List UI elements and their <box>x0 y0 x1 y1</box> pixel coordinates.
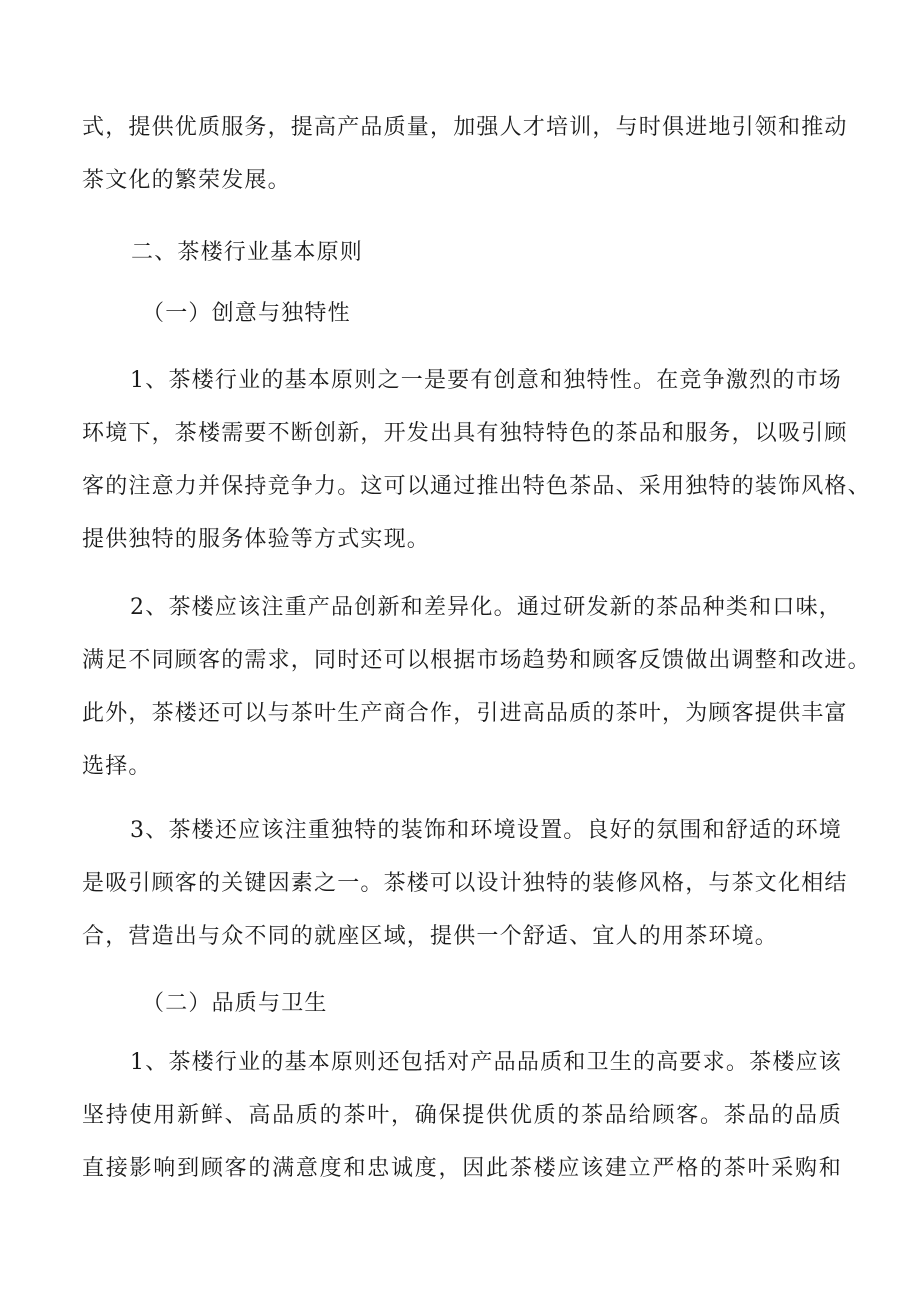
paragraph-1-3 <box>82 804 848 963</box>
text-line: 直接影响到顾客的满意度和忠诚度，因此茶楼应该建立严格的茶叶采购和 <box>82 1156 842 1181</box>
text-line: 客的注意力并保持竞争力。这可以通过推出特色茶品、采用独特的装饰风格、 <box>82 474 871 499</box>
text-line: 1、茶楼行业的基本原则还包括对产品品质和卫生的高要求。茶楼应该 <box>130 1050 842 1075</box>
text-line: 满足不同顾客的需求，同时还可以根据市场趋势和顾客反馈做出调整和改进。 <box>82 648 871 673</box>
text-line: 1、茶楼行业的基本原则之一是要有创意和独特性。在竞争激烈的市场 <box>130 368 842 393</box>
text-line: 合，营造出与众不同的就座区域，提供一个舒适、宜人的用茶环境。 <box>82 924 779 949</box>
paragraph-2-1 <box>82 1036 842 1195</box>
section-title: 二、茶楼行业基本原则 <box>131 240 364 265</box>
text-line: 茶文化的繁荣发展。 <box>82 168 291 193</box>
text-line: 坚持使用新鲜、高品质的茶叶，确保提供优质的茶品给顾客。茶品的品质 <box>82 1103 842 1128</box>
text-line: 环境下，茶楼需要不断创新，开发出具有独特特色的茶品和服务，以吸引顾 <box>82 421 848 446</box>
paragraph-1-1 <box>82 354 871 566</box>
text-line: 是吸引顾客的关键因素之一。茶楼可以设计独特的装修风格，与茶文化相结 <box>82 871 848 896</box>
text-line: 提供独特的服务体验等方式实现。 <box>82 527 431 552</box>
subsection-title-2: （二）品质与卫生 <box>142 991 328 1016</box>
paragraph-intro-continuation <box>82 101 848 207</box>
subsection-title-1: （一）创意与独特性 <box>142 301 351 326</box>
text-line: 式，提供优质服务，提高产品质量，加强人才培训，与时俱进地引领和推动 <box>82 115 848 140</box>
text-line: 3、茶楼还应该注重独特的装饰和环境设置。良好的氛围和舒适的环境 <box>130 818 842 843</box>
text-line: 此外，茶楼还可以与茶叶生产商合作，引进高品质的茶叶，为顾客提供丰富 <box>82 701 848 726</box>
text-line: 2、茶楼应该注重产品创新和差异化。通过研发新的茶品种类和口味， <box>130 595 842 620</box>
text-line: 选择。 <box>82 754 152 779</box>
paragraph-1-2 <box>82 581 871 793</box>
